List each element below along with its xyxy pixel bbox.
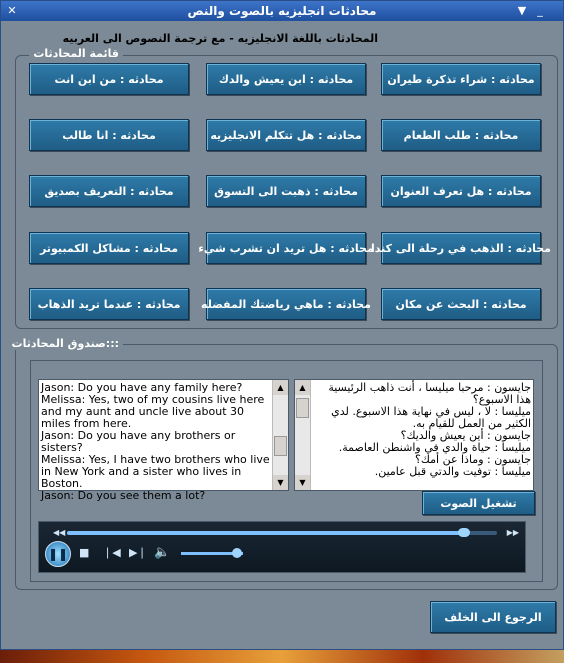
next-icon[interactable]: ▶❘ <box>129 546 147 559</box>
scroll-down-icon[interactable]: ▼ <box>295 475 310 490</box>
close-icon[interactable]: ✕ <box>7 4 17 17</box>
conversation-button[interactable]: محادثه : ذهبت الى التسوق <box>206 175 366 207</box>
arabic-text-box[interactable] <box>294 379 534 491</box>
conversation-button[interactable]: محادثه : شراء تذكرة طيران <box>381 63 541 95</box>
scroll-thumb[interactable] <box>274 436 287 456</box>
conversation-button[interactable]: محادثه : الذهب في رحلة الى كندا <box>381 232 541 264</box>
dialogue-line: ميليسا : لا ، ليس في نهاية هذا الاسبوع. لدي الكثير من العمل للقيام به. <box>331 405 531 430</box>
conversations-list-legend: قائمة المحادثات <box>29 47 123 60</box>
dialogue-line: Melissa: Yes, two of my cousins live here and my aunt and uncle live about 30 miles from here. <box>41 393 265 430</box>
english-scrollbar[interactable] <box>272 380 288 490</box>
seek-thumb[interactable] <box>458 528 470 537</box>
conversation-button[interactable]: محادثه : هل تتكلم الانجليزيه <box>206 119 366 151</box>
dialogue-line: Jason: Do you have any family here? <box>41 381 243 394</box>
conversation-button[interactable]: محادثه : هل تعرف العنوان <box>381 175 541 207</box>
dialogue-line: جايسون : مرحبا ميليسا ، أنت ذاهب الرئيسية هذا الاسبوع؟ <box>328 381 531 406</box>
dialogue-line: جايسون : وماذا عن أمك؟ <box>415 453 531 466</box>
arabic-scrollbar[interactable] <box>295 380 311 490</box>
english-text-content <box>39 381 272 502</box>
conversation-button[interactable]: محادثه : ماهي رياضتك المفضله <box>206 288 366 320</box>
seek-bar[interactable] <box>67 531 497 535</box>
conversation-button[interactable]: محادثه : عندما تريد الذهاب <box>29 288 189 320</box>
dialogue-line: Jason: Do you see them a lot? <box>41 489 206 502</box>
conversation-button[interactable]: محادثه : من ابن انت <box>29 63 189 95</box>
stop-icon[interactable]: ■ <box>79 546 90 559</box>
conversation-button[interactable]: محادثه : ابن يعيش والدك <box>206 63 366 95</box>
seek-fill <box>67 531 464 535</box>
dialogue-line: Jason: Do you have any brothers or sisters? <box>41 429 236 454</box>
conversation-button[interactable]: محادثه : انا طالب <box>29 119 189 151</box>
dialogue-line: جايسون : أين يعيش والديك؟ <box>400 429 531 442</box>
volume-thumb[interactable] <box>232 548 242 558</box>
dialogue-line: ميليسا : حياة والدي في واشنطن العاصمة. <box>338 441 531 454</box>
conversation-button[interactable]: محادثه : التعريف بصديق <box>29 175 189 207</box>
window-title: محادثات انجليزيه بالصوت والنص <box>187 4 377 18</box>
rewind-small-icon[interactable]: ◀◀ <box>53 528 66 537</box>
english-text-box[interactable] <box>38 379 289 502</box>
minimize-icon[interactable]: _ <box>537 4 543 17</box>
dialogue-line: ميليسا : توفيت والدتي قبل عامين. <box>374 465 531 478</box>
dialogue-line: Melissa: Yes, I have two brothers who live in New York and a sister who lives in Boston. <box>41 453 270 490</box>
desktop-background-strip <box>0 650 564 663</box>
conversation-button[interactable]: محادثه : البحث عن مكان <box>381 288 541 320</box>
conversation-button[interactable]: محادثه : مشاكل الكمبيوتر <box>29 232 189 264</box>
conversation-button[interactable]: محادثه : هل تريد ان تشرب شيء <box>206 232 366 264</box>
page-subtitle: المحادثات باللغة الانجليزيه - مع ترجمة النصوص الى العربيه <box>62 32 378 45</box>
back-button[interactable]: الرجوع الى الخلف <box>430 601 556 633</box>
volume-icon[interactable]: 🔈 <box>154 545 171 560</box>
menu-arrow-icon[interactable]: ▼ <box>517 4 527 17</box>
conversation-button[interactable]: محادثه : طلب الطعام <box>381 119 541 151</box>
play-sound-button[interactable]: تشغيل الصوت <box>422 491 535 515</box>
scroll-down-icon[interactable]: ▼ <box>273 475 288 490</box>
media-player <box>38 521 526 573</box>
scroll-thumb[interactable] <box>296 398 309 418</box>
previous-icon[interactable]: ❘◀ <box>103 546 121 559</box>
pause-icon[interactable]: ❚❚ <box>45 541 71 567</box>
scroll-up-icon[interactable]: ▲ <box>295 380 310 395</box>
forward-small-icon[interactable]: ▶▶ <box>506 528 519 537</box>
scroll-up-icon[interactable]: ▲ <box>273 380 288 395</box>
arabic-text-content <box>311 382 533 488</box>
conversation-box-legend: :::صندوق المحادثات <box>8 337 123 350</box>
title-bar <box>1 1 563 21</box>
